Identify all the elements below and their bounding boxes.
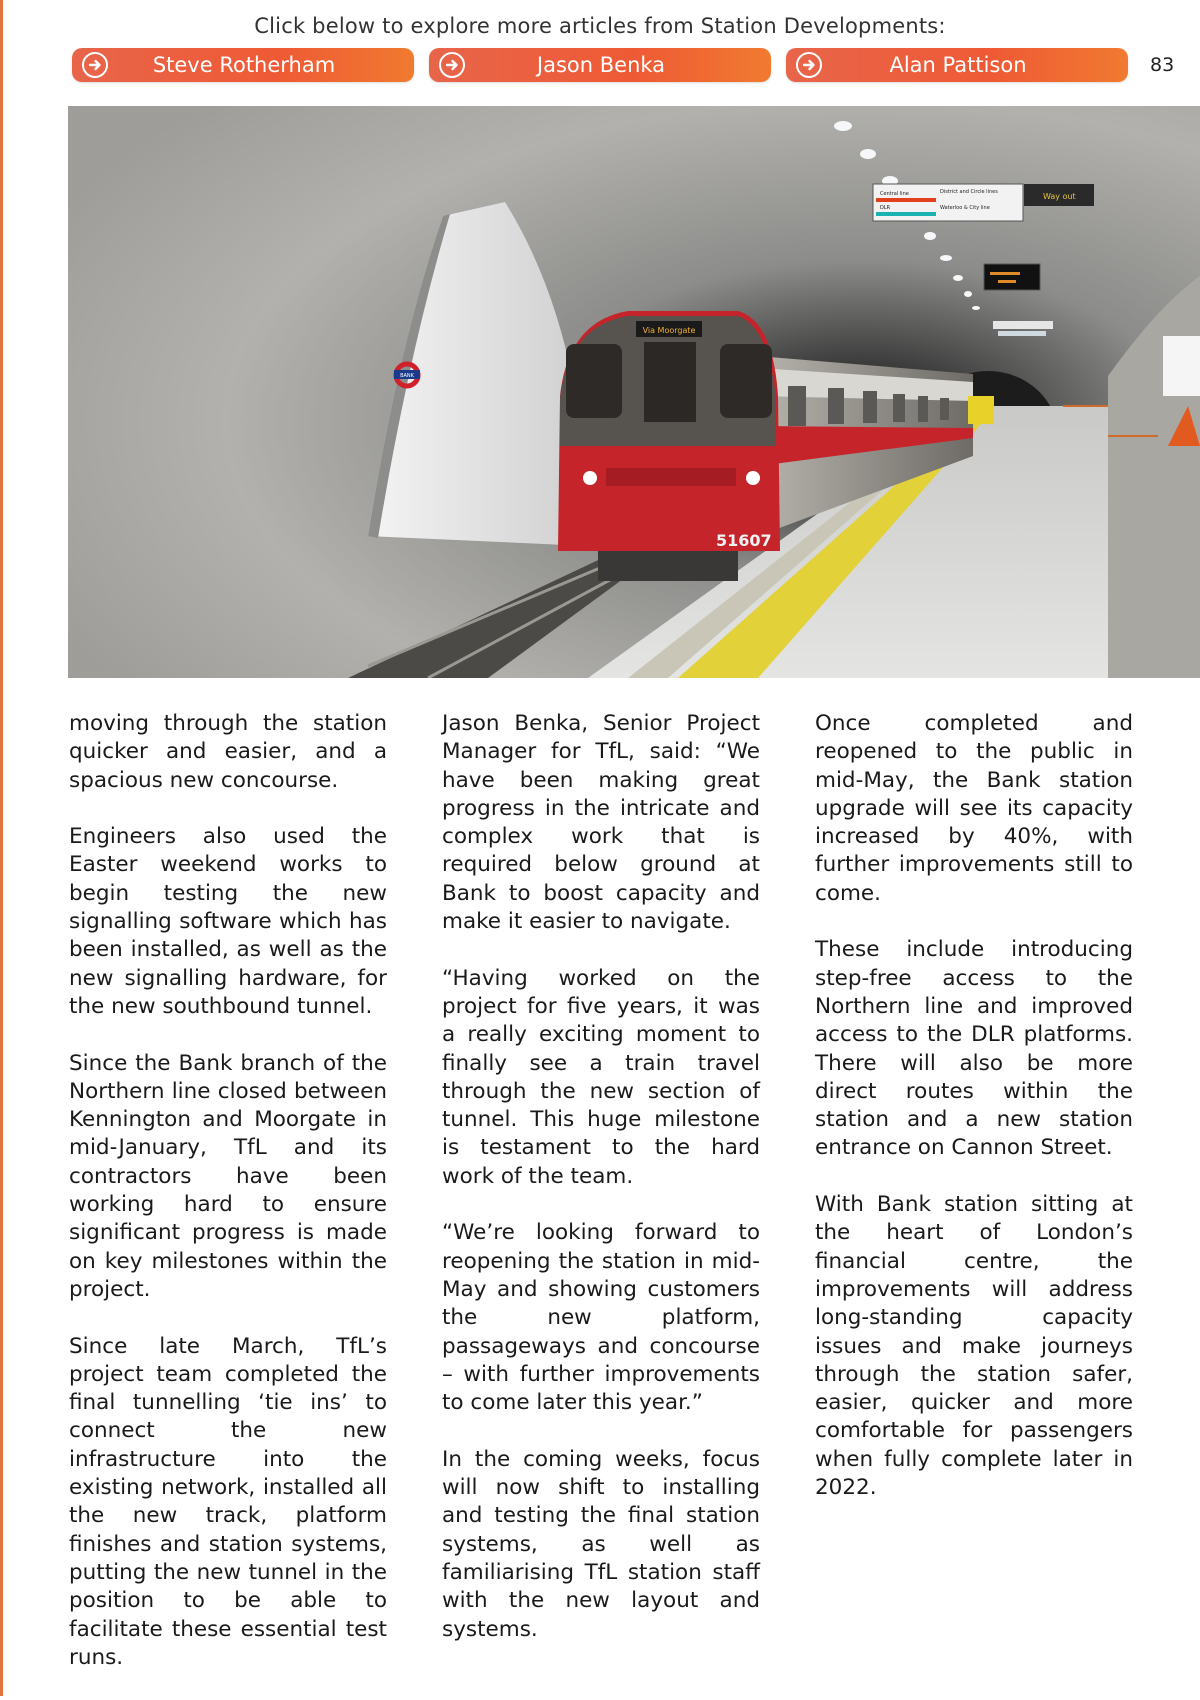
district-circle-sign-text: District and Circle lines: [940, 189, 998, 195]
nav-button-label: Alan Pattison: [889, 53, 1027, 77]
explore-intro-text: Click below to explore more articles from Station Developments:: [254, 14, 946, 38]
paragraph: In the coming weeks, focus will now shift to installing and testing the final station systems, as well as familiarising TfL station staff with the new layout and systems.: [442, 1446, 760, 1642]
paragraph: “Having worked on the project for five years, it was a really exciting moment to finally see a train travel through the new section of tunnel. This huge milestone is testament to the hard work of the team.: [442, 965, 760, 1189]
article-column-2: [442, 710, 760, 1672]
train-number: 51607: [716, 531, 772, 550]
nav-button-steve-rotherham[interactable]: [72, 48, 414, 82]
tunnel-train-photo: [68, 106, 1200, 678]
nav-button-alan-pattison[interactable]: [786, 48, 1128, 82]
arrow-circle-right-icon: [82, 52, 108, 78]
way-out-sign-text: Way out: [1043, 192, 1076, 201]
paragraph: “We’re looking forward to reopening the station in mid-May and showing customers the new platform, passageways and concourse – with further improvements to come later this year.”: [442, 1220, 760, 1416]
nav-button-jason-benka[interactable]: [429, 48, 771, 82]
dlr-sign-text: DLR: [880, 205, 891, 211]
paragraph: Once completed and reopened to the public in mid-May, the Bank station upgrade will see its capacity increased by 40%, with further improvements still to come.: [815, 711, 1133, 906]
roundel-text: BANK: [400, 373, 414, 379]
paragraph: Since the Bank branch of the Northern line closed between Kennington and Moorgate in mid-January, TfL and its contractors have been working hard to ensure significant progress is made on key milestones within the project.: [69, 1050, 387, 1302]
article-column-3: [815, 710, 1133, 1531]
left-accent-rule: [0, 0, 3, 1696]
arrow-circle-right-icon: [796, 52, 822, 78]
nav-button-label: Jason Benka: [536, 53, 666, 77]
tunnel-train-illustration: [68, 106, 1200, 678]
arrow-circle-right-icon: [439, 52, 465, 78]
article-column-1: [69, 710, 387, 1700]
paragraph: Jason Benka, Senior Project Manager for TfL, said: “We have been making great progress in the intricate and complex work that is required below ground at Bank to boost capacity and make it easier to navigate.: [442, 711, 760, 935]
nav-button-label: Steve Rotherham: [152, 53, 336, 77]
train-destination-display: Via Moorgate: [642, 326, 696, 335]
waterloo-city-sign-text: Waterloo & City line: [940, 205, 990, 211]
page-number: 83: [1150, 54, 1175, 76]
paragraph: Since late March, TfL’s project team completed the final tunnelling ‘tie ins’ to connect the new infrastructure into the existing network, installed all the new track, platform finishes and station systems, putting the new tunnel in the position to be able to facilitate these essential test runs.: [69, 1333, 387, 1670]
paragraph: With Bank station sitting at the heart of London’s financial centre, the improvements will address long-standing capacity issues and make journeys through the station safer, easier, quicker and more comfortable for passengers when fully complete later in 2022.: [815, 1192, 1133, 1501]
paragraph: These include introducing step-free access to the Northern line and improved access to the DLR platforms. There will also be more direct routes within the station and a new station entrance on Cannon Street.: [815, 937, 1133, 1161]
paragraph: Engineers also used the Easter weekend works to begin testing the new signalling software which has been installed, as well as the new signalling hardware, for the new southbound tunnel.: [69, 824, 387, 1019]
article-nav: [72, 48, 1128, 82]
paragraph: moving through the station quicker and easier, and a spacious new concourse.: [69, 711, 387, 793]
central-line-sign-text: Central line: [880, 191, 909, 197]
